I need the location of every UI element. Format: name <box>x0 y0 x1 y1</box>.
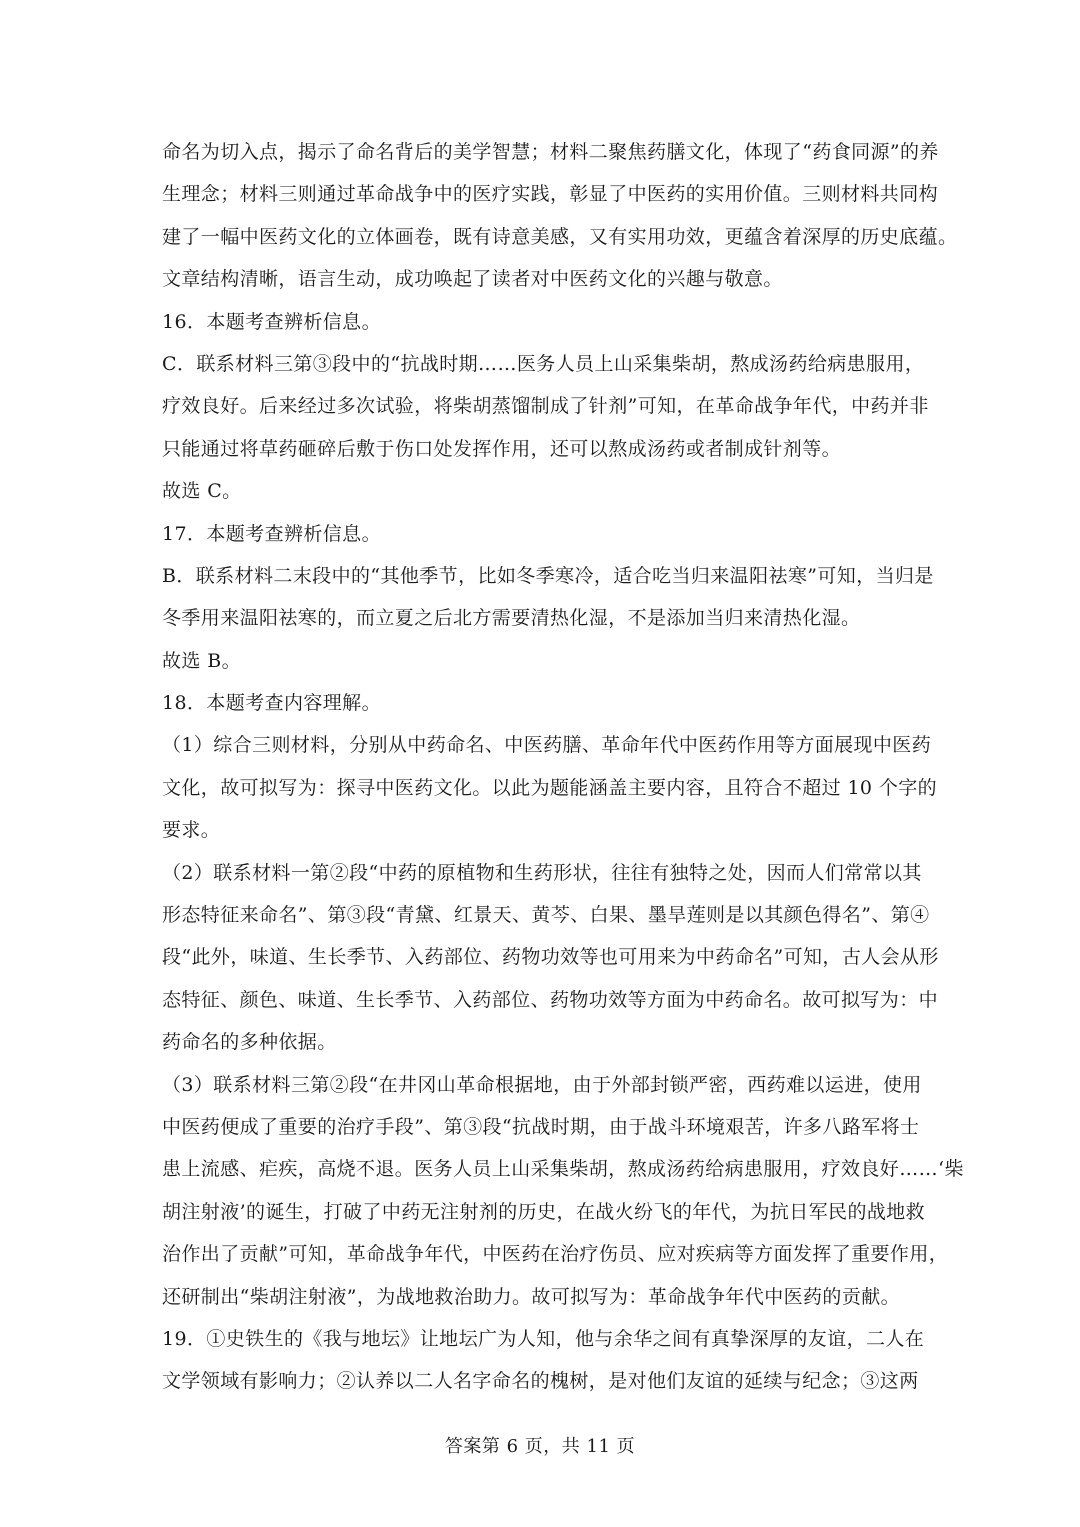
text-line: C．联系材料三第③段中的“抗战时期……医务人员上山采集柴胡，熬成汤药给病患服用， <box>162 352 925 375</box>
text-line: 药命名的多种依据。 <box>162 1031 337 1054</box>
question-19-heading: 19．①史铁生的《我与地坛》让地坛广为人知，他与余华之间有真挚深厚的友谊，二人在 <box>162 1327 925 1350</box>
text-line: 文化，故可拟写为：探寻中医药文化。以此为题能涵盖主要内容，且符合不超过 10 个字的 <box>162 776 938 799</box>
text-line: B．联系材料二末段中的“其他季节，比如冬季寒冷，适合吃当归来温阳祛寒”可知，当归是 <box>162 564 934 587</box>
question-17-heading: 17．本题考查辨析信息。 <box>162 522 381 545</box>
text-line: 生理念；材料三则通过革命战争中的医疗实践，彰显了中医药的实用价值。三则材料共同构 <box>162 183 939 206</box>
question-18-heading: 18．本题考查内容理解。 <box>162 692 381 715</box>
answer-line: 故选 B。 <box>162 649 242 672</box>
text-line: 段“此外，味道、生长季节、入药部位、药物功效等也可用来为中药命名”可知，古人会从形 <box>162 946 939 969</box>
text-line: 要求。 <box>162 819 221 842</box>
text-line: 还研制出“柴胡注射液”，为战地救治助力。故可拟写为：革命战争年代中医药的贡献。 <box>162 1285 901 1308</box>
text-line: 文学领域有影响力；②认养以二人名字命名的槐树，是对他们友谊的延续与纪念；③这两 <box>162 1370 919 1393</box>
page-footer: 答案第 6 页，共 11 页 <box>444 1436 636 1457</box>
text-line: （3）联系材料三第②段“在井冈山革命根据地，由于外部封锁严密，西药难以运进，使用 <box>162 1073 922 1096</box>
text-line: 患上流感、疟疾，高烧不退。医务人员上山采集柴胡，熬成汤药给病患服用，疗效良好……‘柴 <box>162 1158 964 1181</box>
text-line: 文章结构清晰，语言生动，成功唤起了读者对中医药文化的兴趣与敬意。 <box>162 268 783 291</box>
text-line: 形态特征来命名”、第③段“青黛、红景天、黄芩、白果、墨旱莲则是以其颜色得名”、第④ <box>162 904 930 927</box>
text-line: （1）综合三则材料，分别从中药命名、中医药膳、革命年代中医药作用等方面展现中医药 <box>162 734 932 757</box>
text-line: 胡注射液’的诞生，打破了中药无注射剂的历史，在战火纷飞的年代，为抗日军民的战地救 <box>162 1200 926 1223</box>
document-body <box>162 131 964 1403</box>
text-line: 态特征、颜色、味道、生长季节、入药部位、药物功效等方面为中药命名。故可拟写为：中 <box>162 988 939 1011</box>
text-line: （2）联系材料一第②段“中药的原植物和生药形状，往往有独特之处，因而人们常常以其 <box>162 861 922 884</box>
text-line: 只能通过将草药砸碎后敷于伤口处发挥作用，还可以熬成汤药或者制成针剂等。 <box>162 437 842 460</box>
text-line: 疗效良好。后来经过多次试验，将柴胡蒸馏制成了针剂”可知，在革命战争年代，中药并非 <box>162 395 929 418</box>
text-line: 中医药便成了重要的治疗手段”、第③段“抗战时期，由于战斗环境艰苦，许多八路军将士 <box>162 1115 920 1138</box>
text-line: 冬季用来温阳祛寒的，而立夏之后北方需要清热化湿，不是添加当归来清热化湿。 <box>162 607 861 630</box>
text-line: 治作出了贡献”可知，革命战争年代，中医药在治疗伤员、应对疾病等方面发挥了重要作用， <box>162 1243 949 1266</box>
text-line: 建了一幅中医药文化的立体画卷，既有诗意美感，又有实用功效，更蕴含着深厚的历史底蕴。 <box>162 225 958 248</box>
question-16-heading: 16．本题考查辨析信息。 <box>162 310 381 333</box>
answer-line: 故选 C。 <box>162 480 242 503</box>
text-line: 命名为切入点，揭示了命名背后的美学智慧；材料二聚焦药膳文化，体现了“药食同源”的养 <box>162 141 939 163</box>
